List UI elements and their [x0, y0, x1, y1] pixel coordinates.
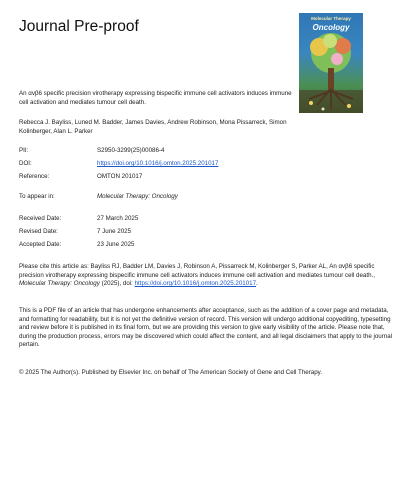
doi-link[interactable]: https://doi.org/10.1016/j.omton.2025.201017 — [97, 160, 219, 167]
received-value: 27 March 2025 — [97, 215, 139, 222]
citation-doi-link[interactable]: https://doi.org/10.1016/j.omton.2025.201017 — [134, 280, 257, 288]
revised-value: 7 June 2025 — [97, 228, 132, 235]
appear-value: Molecular Therapy: Oncology — [97, 193, 178, 200]
received-label: Received Date: — [19, 215, 62, 222]
reference-value: OMTON 201017 — [97, 173, 143, 180]
cover-journal-top: Molecular Therapy — [311, 16, 351, 21]
doi-label: DOI: — [19, 160, 32, 167]
appear-label: To appear in: — [19, 193, 55, 200]
citation-paragraph — [19, 263, 393, 289]
citation-end: . — [256, 280, 258, 288]
pii-label: PII: — [19, 147, 29, 154]
revised-label: Revised Date: — [19, 228, 58, 235]
page-heading: Journal Pre-proof — [19, 18, 139, 35]
accepted-value: 23 June 2025 — [97, 241, 135, 248]
article-authors: Rebecca J. Bayliss, Luned M. Badder, James Davies, Andrew Robinson, Mona Pissarreck, Simon Kolinberger, Alan L. Parker — [19, 119, 287, 135]
cover-journal-name: Oncology — [312, 23, 350, 32]
citation-journal: Molecular Therapy: Oncology — [19, 280, 100, 288]
citation-prefix: Please cite this article as: Bayliss RJ, Badder LM, Davies J, Robinson A, Pissarreck M, Kolinberger S, Parker AL, An αvβ6 specific precision virotherapy expressing bispecific immune cell activators induces immune cell activation and mediates tumour cell death., — [19, 263, 375, 279]
pii-value: S2950-3299(25)00086-4 — [97, 147, 165, 154]
accepted-label: Accepted Date: — [19, 241, 62, 248]
article-title: An αvβ6 specific precision virotherapy expressing bispecific immune cell activators induces immune cell activation and mediates tumour cell death. — [19, 90, 292, 106]
copyright-paragraph: © 2025 The Author(s). Published by Elsevier Inc. on behalf of The American Society of Gene and Cell Therapy. — [19, 369, 322, 376]
journal-cover-image — [299, 13, 363, 113]
reference-label: Reference: — [19, 173, 50, 180]
citation-suffix: (2025), doi: — [101, 280, 133, 288]
notice-paragraph: This is a PDF file of an article that has undergone enhancements after acceptance, such as the addition of a cover page and metadata, and formatting for readability, but it is not yet the definitive version of record. This version will undergo additional copyediting, typesetting and review before it is published in its final form, but we are providing this version to give early visibility of the article. Please note that, during the production process, errors may be discovered which could affect the content, and all legal disclaimers that apply to the journal pertain. — [19, 307, 393, 349]
